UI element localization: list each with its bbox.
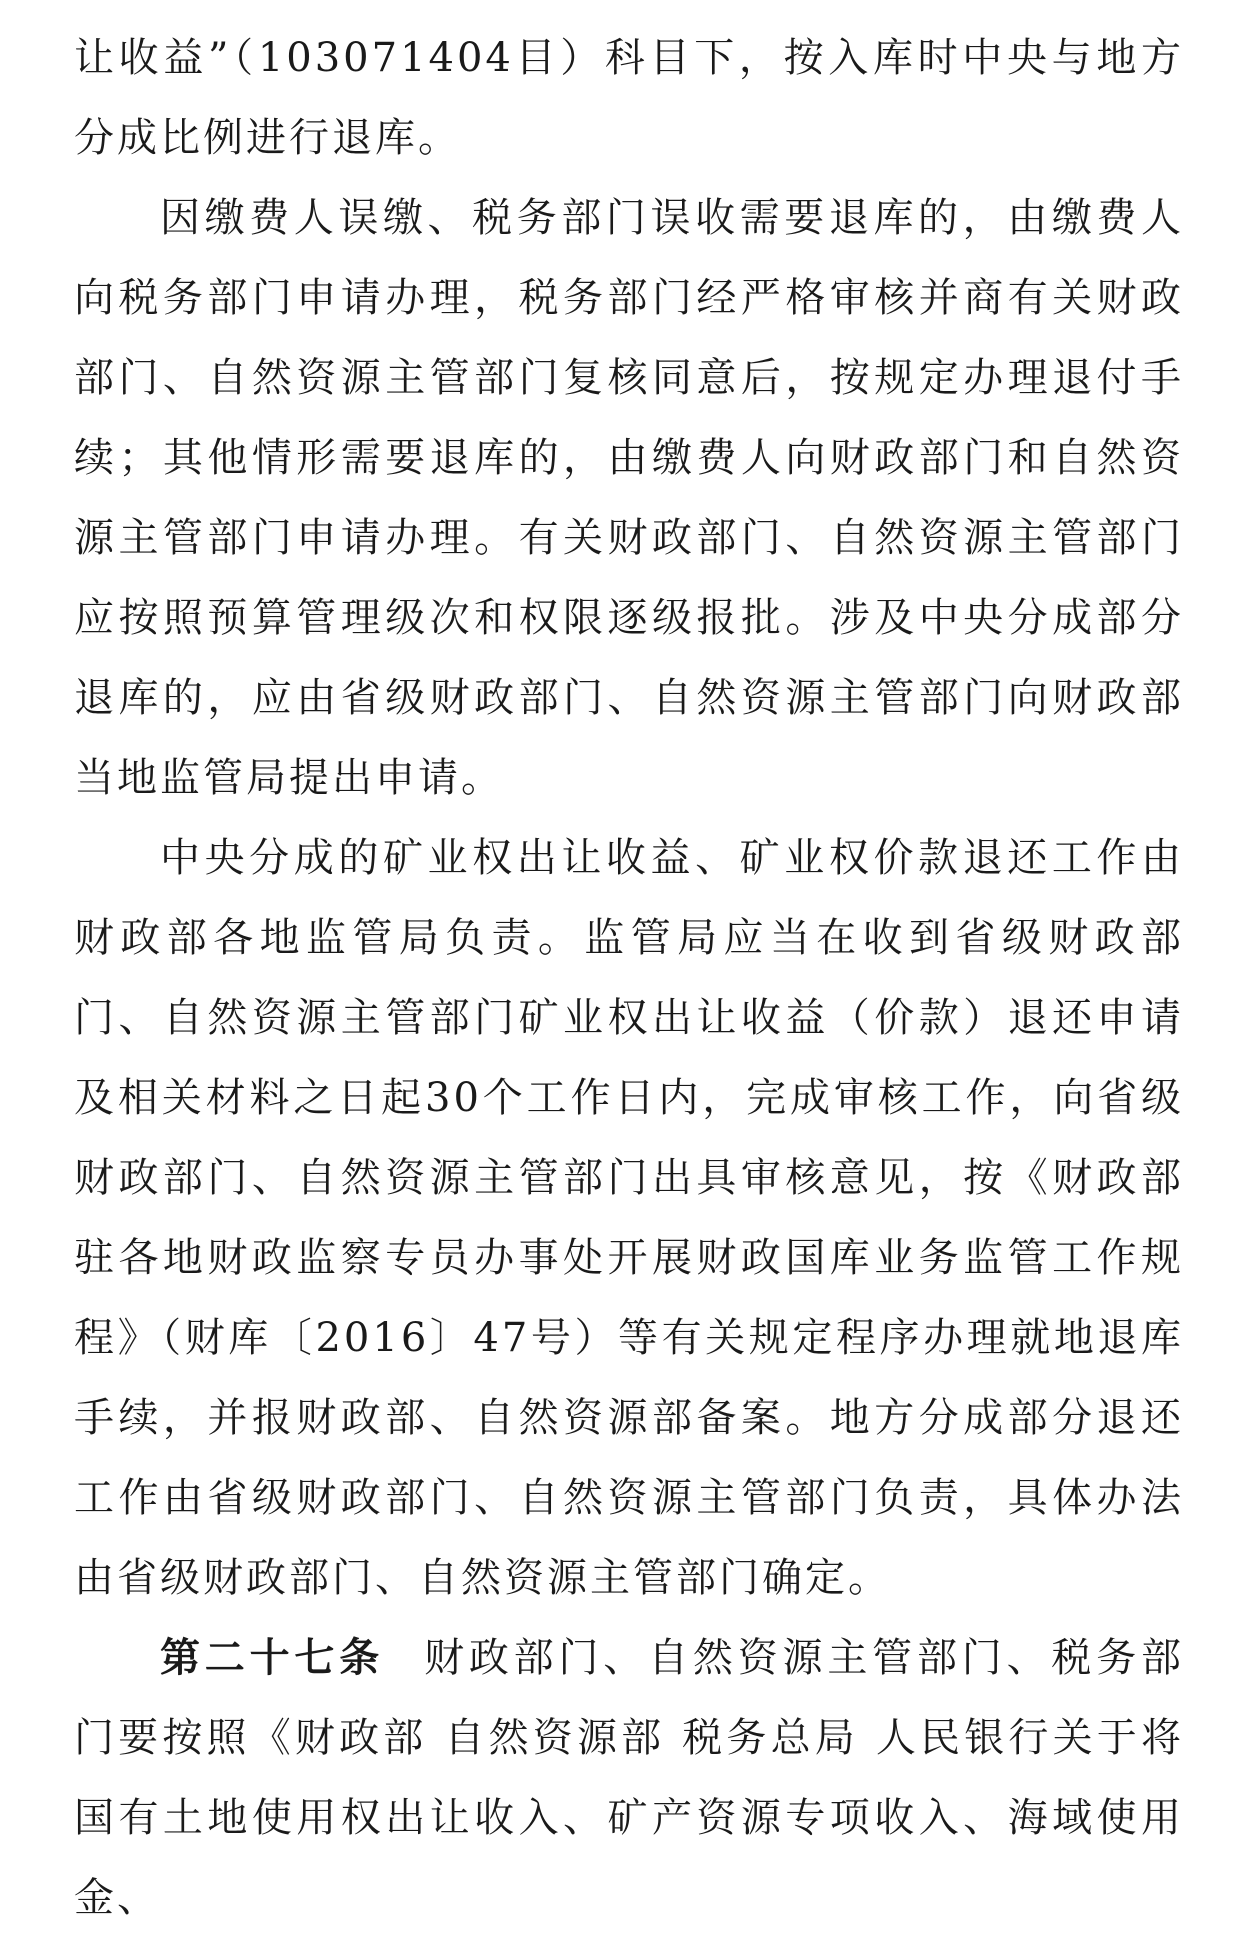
paragraph-refund-allocation: 让收益”（103071404目）科目下，按入库时中央与地方分成比例进行退库。 bbox=[74, 35, 1184, 161]
paragraph-central-share-refund: 中央分成的矿业权出让收益、矿业权价款退还工作由财政部各地监管局负责。监管局应当在收到省级财政部门、自然资源主管部门矿业权出让收益（价款）退还申请及相关材料之日起30个工作日内，完成审核工作，向省级财政部门、自然资源主管部门出具审核意见，按《财政部驻各地财政监察专员办事处开展财政国库业务监管工作规程》（财库〔2016〕47号）等有关规定程序办理就地退库手续，并报财政部、自然资源部备案。地方分成部分退还工作由省级财政部门、自然资源主管部门负责，具体办法由省级财政部门、自然资源主管部门确定。 bbox=[74, 835, 1184, 1601]
article-body: 财政部门、自然资源主管部门、税务部门要按照《财政部 自然资源部 税务总局 人民银行关于将国有土地使用权出让收入、矿产资源专项收入、海域使用金、 bbox=[74, 1635, 1185, 1921]
paragraph-mistaken-payment: 因缴费人误缴、税务部门误收需要退库的，由缴费人向税务部门申请办理，税务部门经严格审核并商有关财政部门、自然资源主管部门复核同意后，按规定办理退付手续；其他情形需要退库的，由缴费人向财政部门和自然资源主管部门申请办理。有关财政部门、自然资源主管部门应按照预算管理级次和权限逐级报批。涉及中央分成部分退库的，应由省级财政部门、自然资源主管部门向财政部当地监管局提出申请。 bbox=[74, 195, 1184, 801]
article-heading: 第二十七条 bbox=[160, 1634, 385, 1681]
article-27 bbox=[74, 1618, 1184, 1938]
document-page bbox=[74, 18, 1184, 1938]
